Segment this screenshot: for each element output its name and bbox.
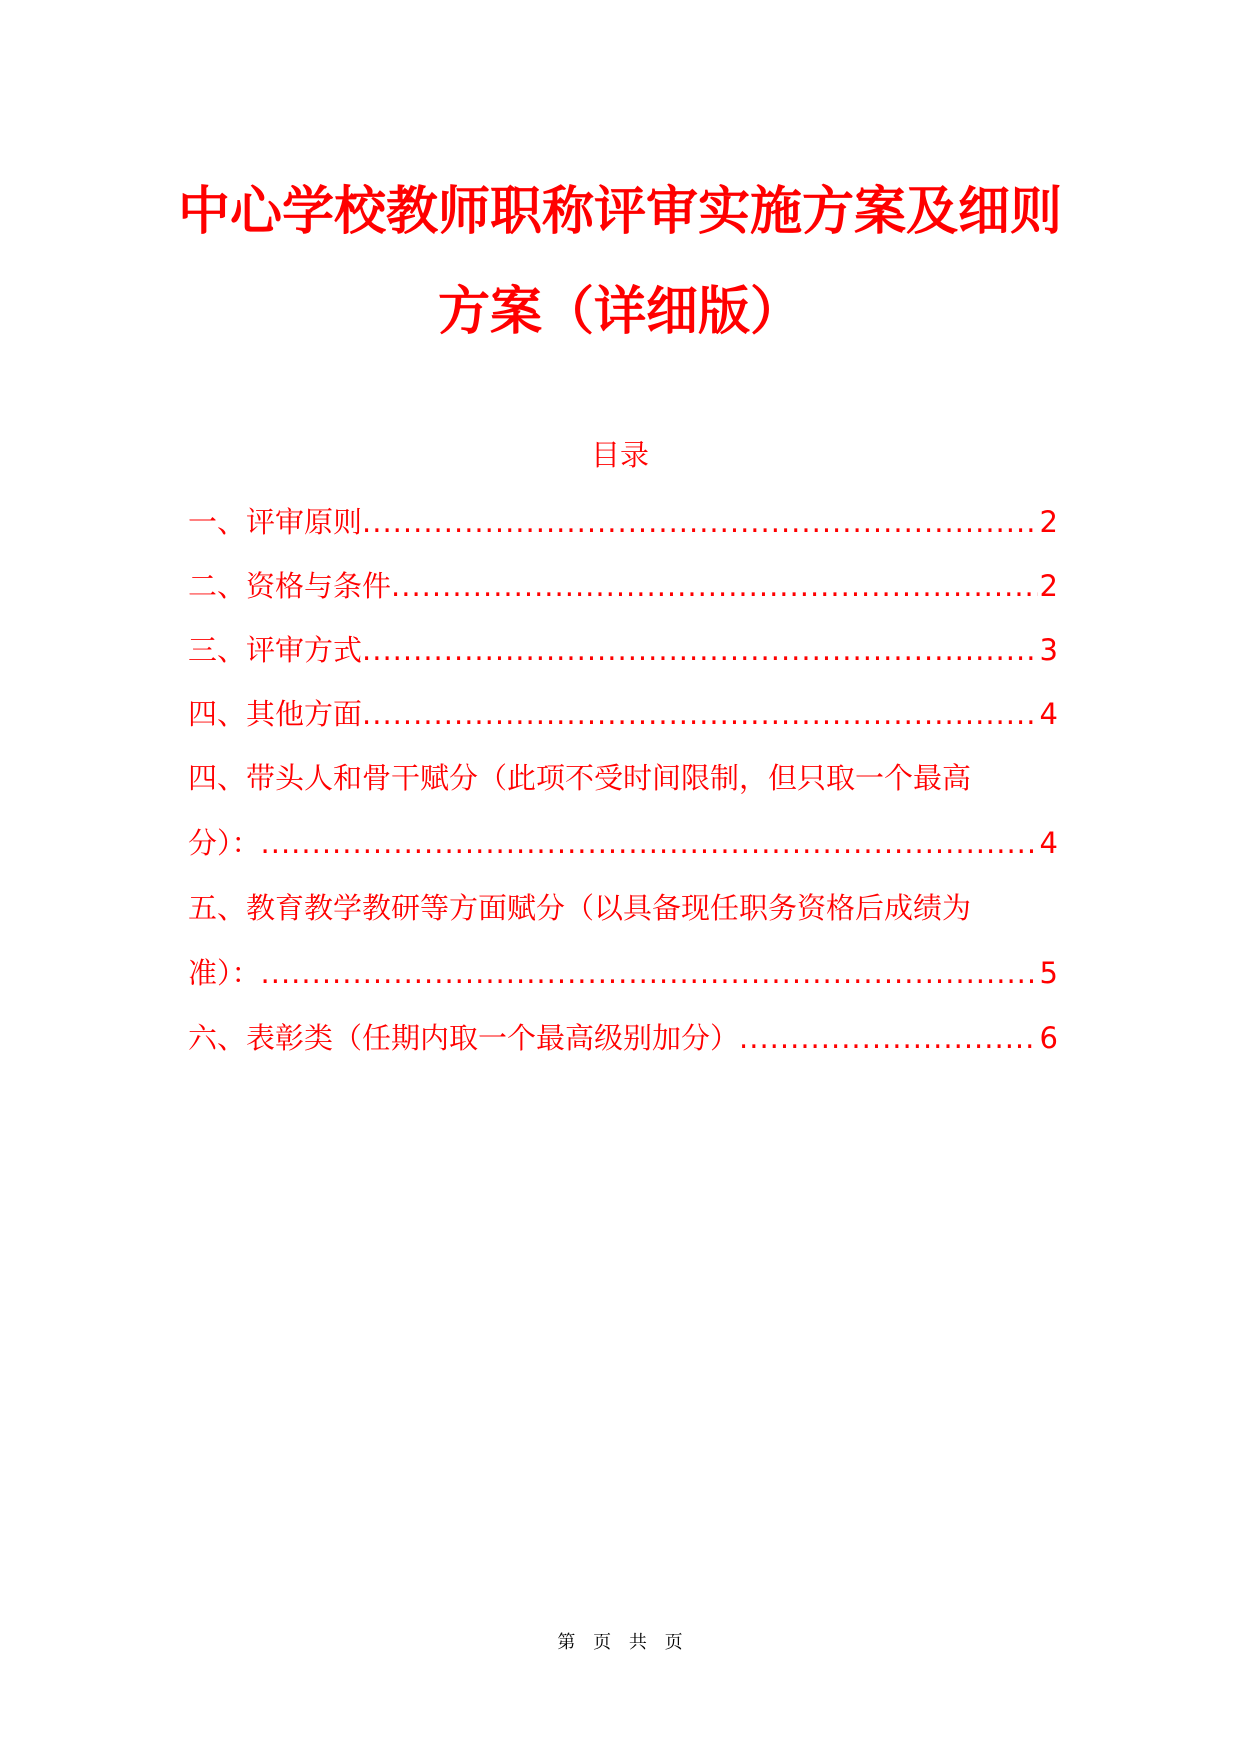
- toc-entry-label: 准）：: [188, 956, 261, 990]
- toc-entry-3[interactable]: [188, 628, 1058, 672]
- toc-entry-page: 4: [1039, 826, 1058, 860]
- toc-entry-page: 2: [1039, 505, 1058, 539]
- toc-entry-page: 6: [1039, 1021, 1058, 1055]
- toc-leader-dots: [261, 821, 1038, 865]
- toc-entry-4[interactable]: [188, 692, 1058, 736]
- toc-entry-label: 一、评审原则: [188, 505, 363, 539]
- toc-leader-dots: [362, 500, 1038, 544]
- toc-entry-label: 三、评审方式: [188, 633, 363, 667]
- toc-entry-page: 2: [1039, 569, 1058, 603]
- toc-entry-page: 4: [1039, 697, 1058, 731]
- toc-entry-label: 六、表彰类（任期内取一个最高级别加分）: [188, 1021, 740, 1055]
- document-title-line-2: 方案（详细版）: [437, 282, 802, 342]
- toc-entry-5-line-1[interactable]: 四、带头人和骨干赋分（此项不受时间限制，但只取一个最高: [188, 761, 972, 795]
- toc-leader-dots: [362, 628, 1038, 672]
- toc-leader-dots: [739, 1016, 1038, 1060]
- toc-leader-dots: [261, 951, 1038, 995]
- toc-entry-2[interactable]: [188, 564, 1058, 608]
- toc-entry-page: 5: [1039, 956, 1058, 990]
- toc-entry-label: 四、其他方面: [188, 697, 363, 731]
- toc-entry-6-line-1[interactable]: 五、教育教学教研等方面赋分（以具备现任职务资格后成绩为: [188, 891, 972, 925]
- document-title-line-1: 中心学校教师职称评审实施方案及细则: [177, 182, 1062, 242]
- toc-entry-label: 分）：: [188, 826, 261, 860]
- toc-leader-dots: [391, 564, 1038, 608]
- toc-entry-6[interactable]: [188, 951, 1058, 995]
- toc-leader-dots: [362, 692, 1038, 736]
- toc-heading: 目录: [590, 438, 649, 472]
- toc-entry-label: 二、资格与条件: [188, 569, 392, 603]
- toc-entry-1[interactable]: [188, 500, 1058, 544]
- toc-entry-7[interactable]: [188, 1016, 1058, 1060]
- toc-entry-5[interactable]: [188, 821, 1058, 865]
- toc-entry-page: 3: [1039, 633, 1058, 667]
- page-footer: 第 页 共 页: [557, 1632, 683, 1653]
